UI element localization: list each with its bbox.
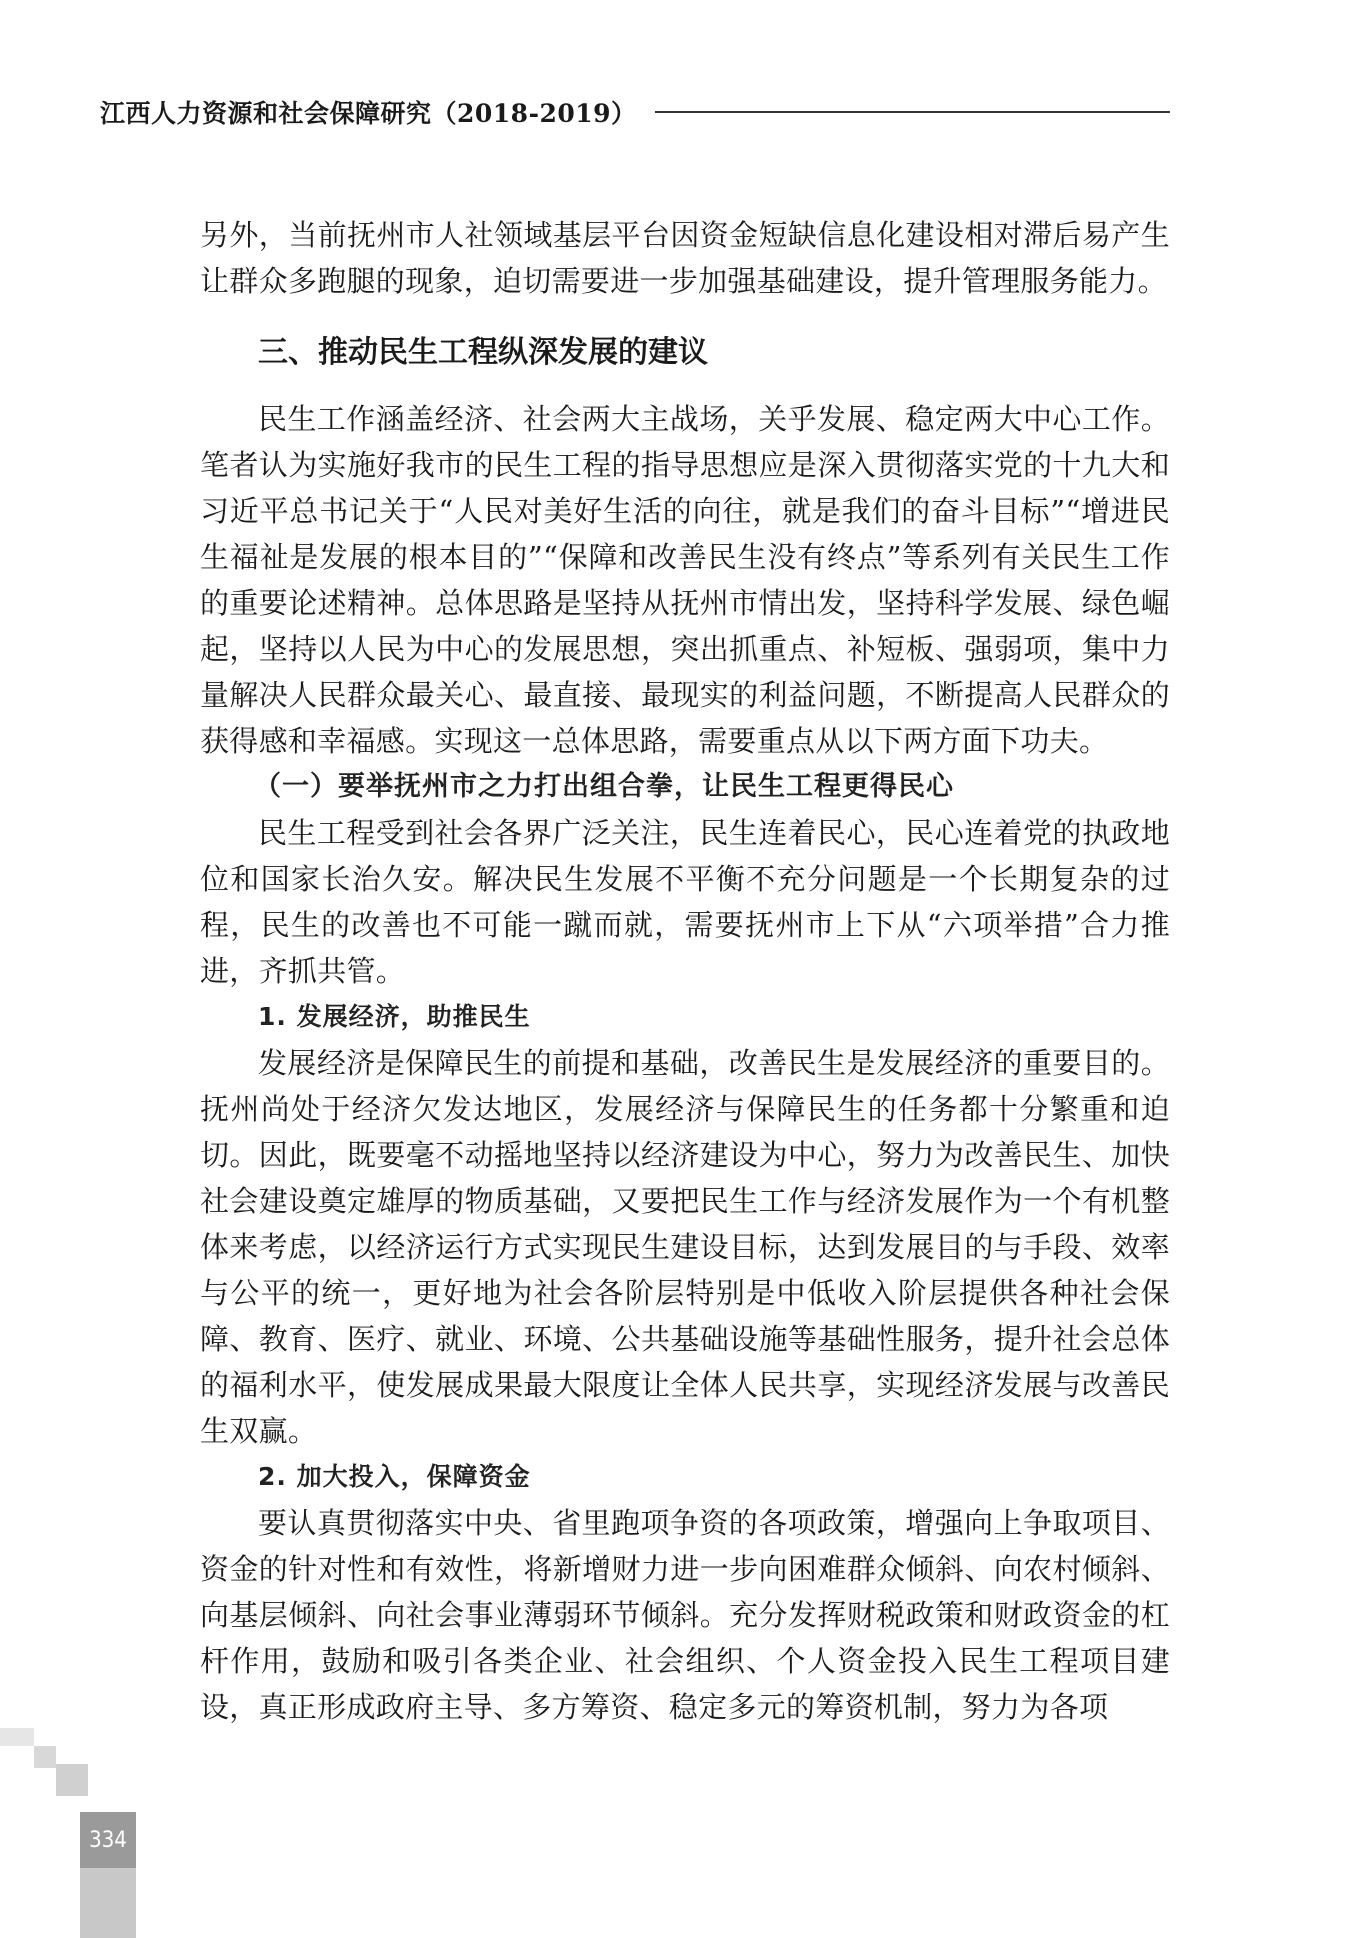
corner-decoration-block (34, 1746, 56, 1768)
intro-paragraph: 民生工作涵盖经济、社会两大主战场，关乎发展、稳定两大中心工作。笔者认为实施好我市的民生工程的指导思想应是深入贯彻落实党的十九大和习近平总书记关于“人民对美好生活的向往，就是我们的奋斗目标”“增进民生福祉是发展的根本目的”“保障和改善民生没有终点”等系列有关民生工作的重要论述精神。总体思路是坚持从抚州市情出发，坚持科学发展、绿色崛起，坚持以人民为中心的发展思想，突出抓重点、补短板、强弱项，集中力量解决人民群众最关心、最直接、最现实的利益问题，不断提高人民群众的获得感和幸福感。实现这一总体思路，需要重点从以下两方面下功夫。 (200, 402, 1170, 758)
running-header (100, 92, 1170, 132)
corner-decoration-block (56, 1764, 88, 1796)
page-number-tab (80, 1812, 136, 1868)
section-heading: 三、推动民生工程纵深发展的建议 (258, 335, 708, 370)
subsection-heading-1: （一）要举抚州市之力打出组合拳，让民生工程更得民心 (254, 771, 954, 802)
item-2-paragraph: 要认真贯彻落实中央、省里跑项争资的各项政策，增强向上争取项目、资金的针对性和有效性，将新增财力进一步向困难群众倾斜、向农村倾斜、向基层倾斜、向社会事业薄弱环节倾斜。充分发挥财税政策和财政资金的杠杆作用，鼓励和吸引各类企业、社会组织、个人资金投入民生工程项目建设，真正形成政府主导、多方筹资、稳定多元的筹资机制，努力为各项 (200, 1506, 1170, 1724)
page-number-strip (80, 1868, 136, 1938)
continuation-paragraph: 另外，当前抚州市人社领域基层平台因资金短缺信息化建设相对滞后易产生让群众多跑腿的现象，迫切需要进一步加强基础建设，提升管理服务能力。 (200, 218, 1170, 298)
item-1-heading: 1. 发展经济，助推民生 (258, 1002, 531, 1031)
corner-decoration-block (0, 1728, 34, 1746)
subsection-1-paragraph: 民生工程受到社会各界广泛关注，民生连着民心，民心连着党的执政地位和国家长治久安。解决民生发展不平衡不充分问题是一个长期复杂的过程，民生的改善也不可能一蹴而就，需要抚州市上下从“六项举措”合力推进，齐抓共管。 (200, 816, 1170, 988)
header-rule (655, 111, 1170, 113)
item-1-paragraph: 发展经济是保障民生的前提和基础，改善民生是发展经济的重要目的。抚州尚处于经济欠发达地区，发展经济与保障民生的任务都十分繁重和迫切。因此，既要毫不动摇地坚持以经济建设为中心，努力为改善民生、加快社会建设奠定雄厚的物质基础，又要把民生工作与经济发展作为一个有机整体来考虑，以经济运行方式实现民生建设目标，达到发展目的与手段、效率与公平的统一，更好地为社会各阶层特别是中低收入阶层提供各种社会保障、教育、医疗、就业、环境、公共基础设施等基础性服务，提升社会总体的福利水平，使发展成果最大限度让全体人民共享，实现经济发展与改善民生双赢。 (200, 1046, 1170, 1448)
running-title: 江西人力资源和社会保障研究（2018-2019） (100, 99, 637, 128)
item-2-heading: 2. 加大投入，保障资金 (258, 1462, 531, 1491)
page-number: 334 (89, 1827, 127, 1853)
page-body (200, 212, 1170, 1730)
